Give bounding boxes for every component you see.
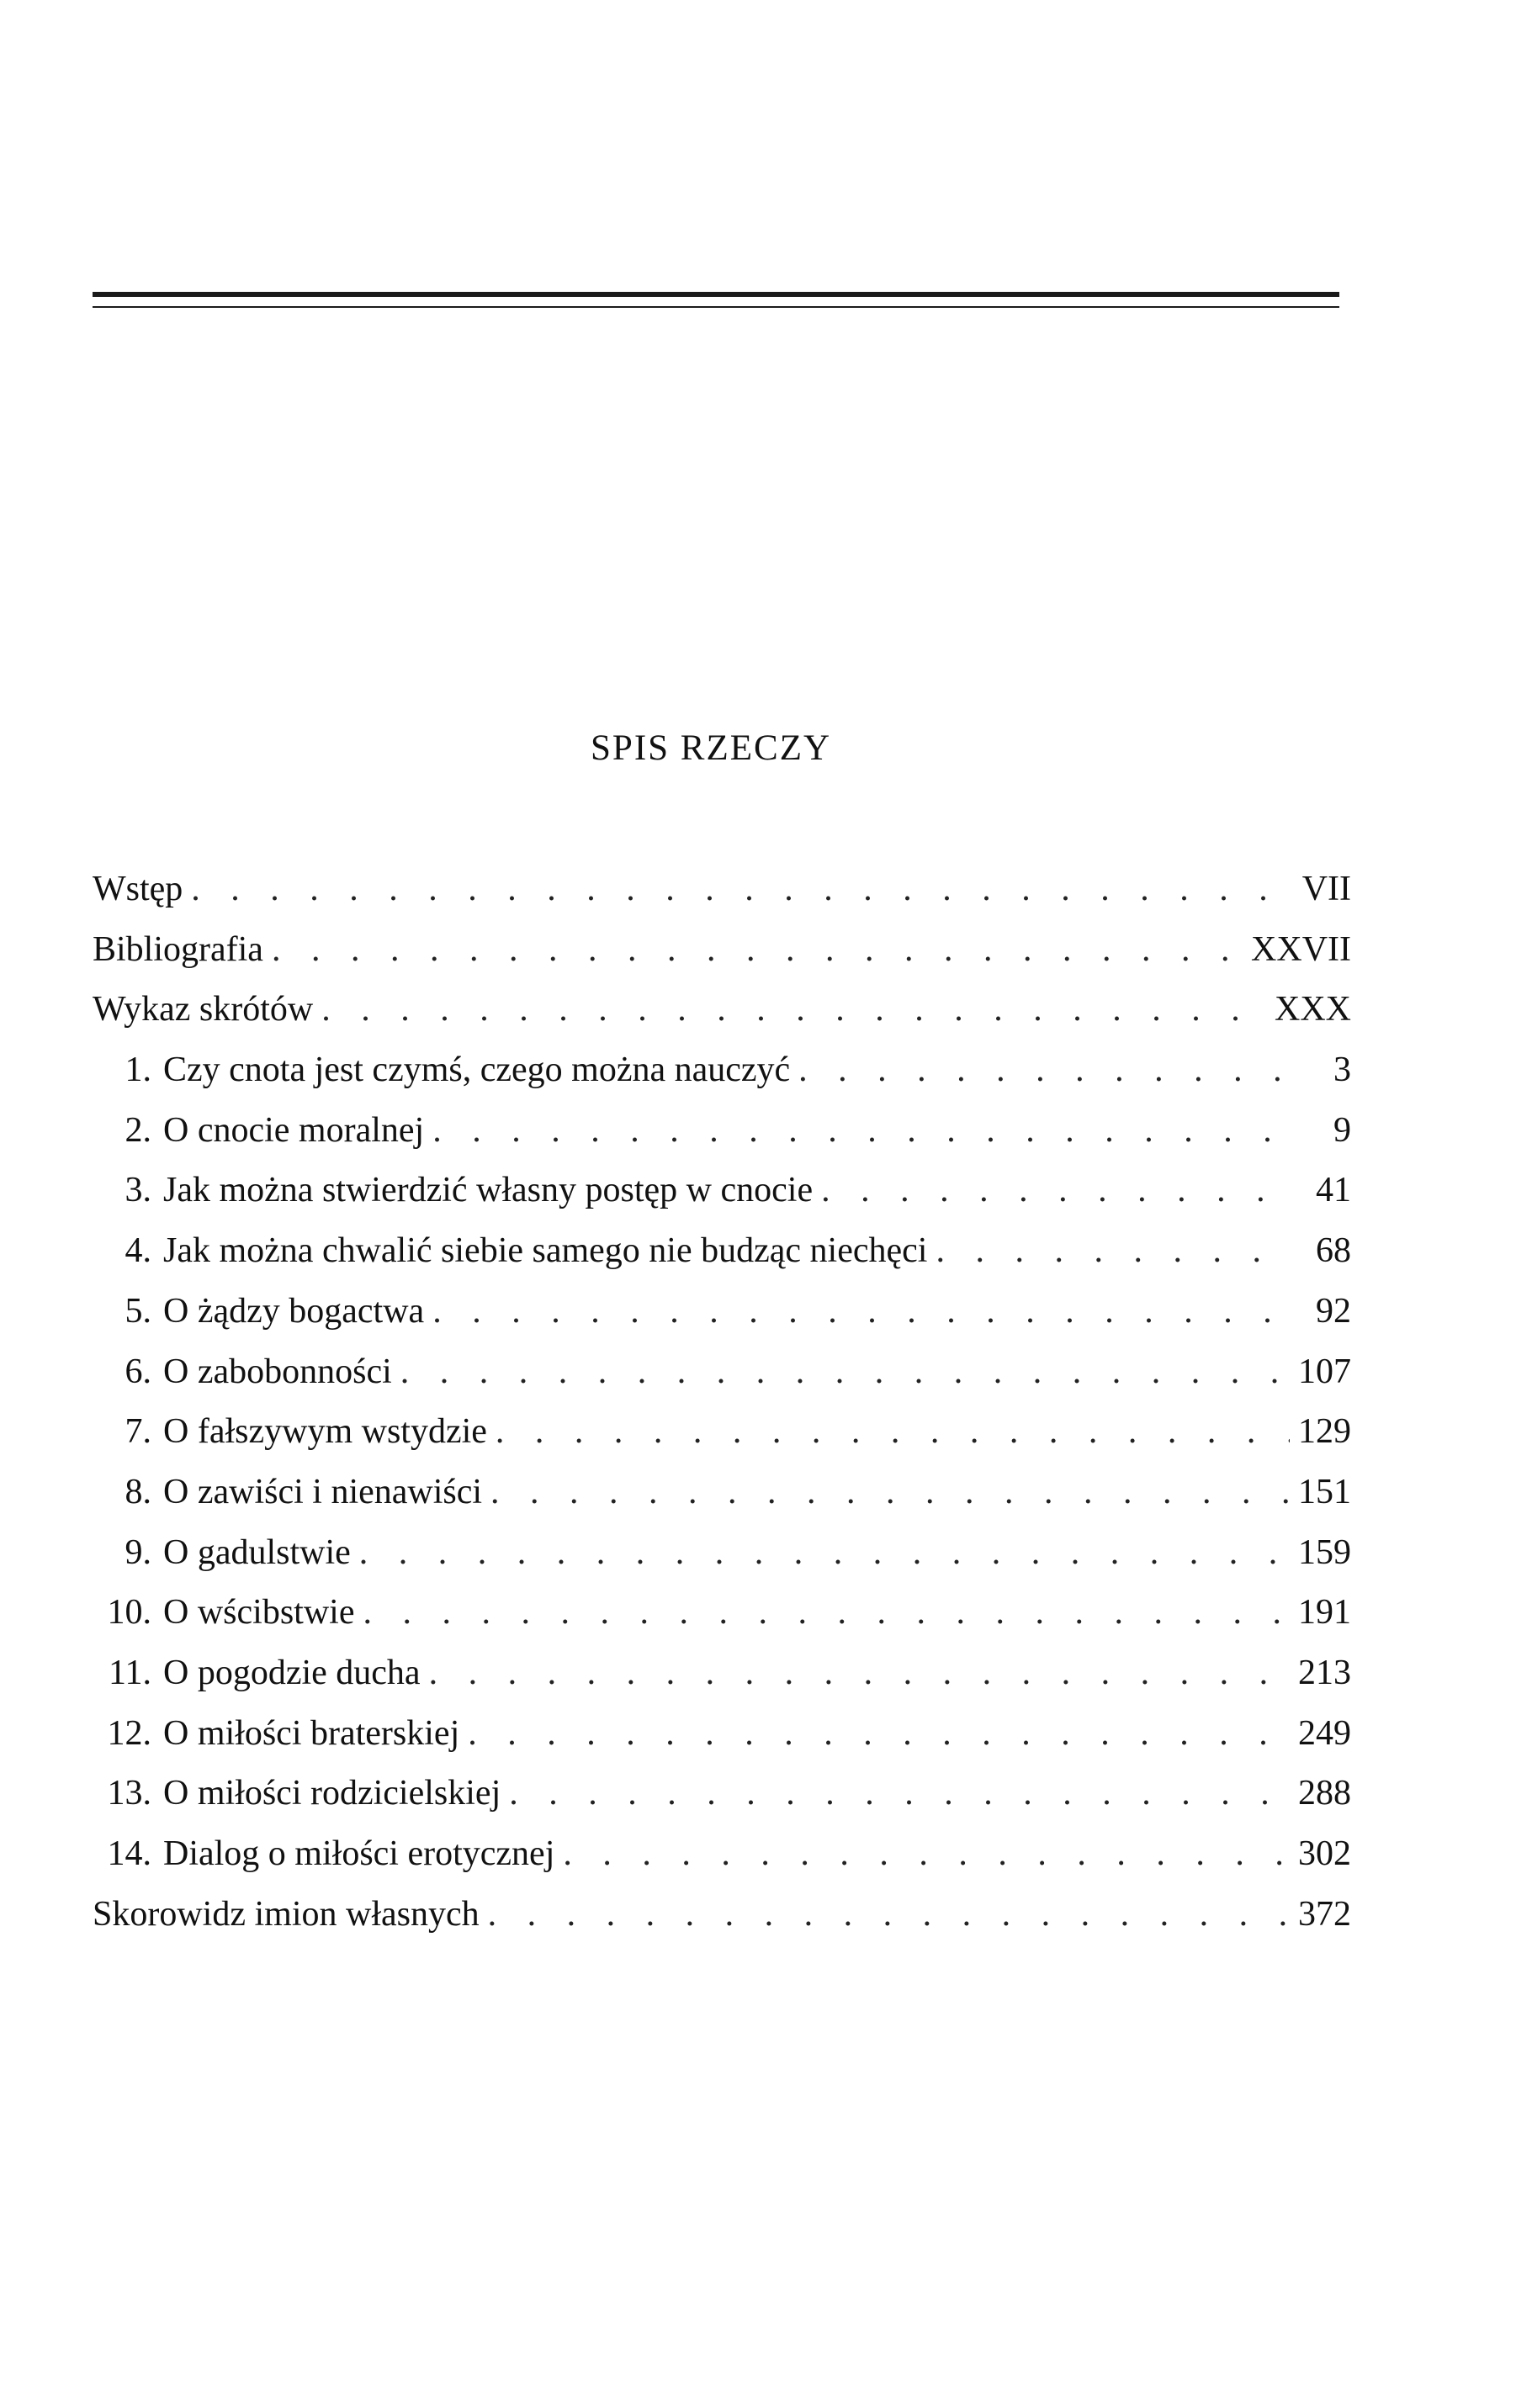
- toc-entry-number: 13.: [107, 1774, 151, 1813]
- toc-entry-number: 4.: [125, 1231, 151, 1271]
- dot-leader: [496, 1402, 1290, 1463]
- page-title: SPIS RZECZY: [590, 728, 832, 768]
- dot-leader: [798, 1040, 1292, 1101]
- top-rule-thin: [93, 306, 1339, 308]
- toc-entry-page: 107: [1298, 1352, 1351, 1391]
- toc-entry-label: O miłości rodzicielskiej: [163, 1774, 501, 1813]
- dot-leader: [468, 1704, 1290, 1765]
- toc-entry: [93, 1221, 1351, 1282]
- dot-leader: [563, 1824, 1290, 1885]
- dot-leader: [429, 1643, 1290, 1704]
- toc-entry-number: 9.: [125, 1532, 151, 1572]
- toc-entry-page: 9: [1333, 1110, 1351, 1150]
- toc-entry-page: 372: [1298, 1894, 1351, 1934]
- table-of-contents: [93, 860, 1351, 1945]
- toc-entry: [93, 1824, 1351, 1885]
- toc-entry-page: 302: [1298, 1834, 1351, 1873]
- toc-entry-number: 8.: [125, 1472, 151, 1511]
- toc-entry-label: O miłości braterskiej: [163, 1713, 460, 1753]
- toc-entry-number: 14.: [107, 1834, 151, 1873]
- toc-entry-page: 41: [1316, 1171, 1351, 1210]
- toc-entry-page: 68: [1316, 1231, 1351, 1271]
- toc-entry: [93, 1101, 1351, 1162]
- toc-entry: [93, 1885, 1351, 1945]
- toc-entry-number: 7.: [125, 1412, 151, 1452]
- top-rule-thick: [93, 292, 1339, 297]
- dot-leader: [821, 1161, 1292, 1221]
- toc-entry-number: 5.: [125, 1291, 151, 1331]
- toc-entry-page: 3: [1333, 1051, 1351, 1090]
- toc-entry: [93, 1040, 1351, 1101]
- toc-entry-page: 151: [1298, 1472, 1351, 1511]
- toc-entry-label: O pogodzie ducha: [163, 1653, 421, 1692]
- toc-entry-number: 10.: [107, 1593, 151, 1633]
- toc-entry-page: XXX: [1275, 990, 1351, 1029]
- toc-entry-number: 3.: [125, 1171, 151, 1210]
- toc-entry: [93, 1161, 1351, 1221]
- toc-entry: [93, 1402, 1351, 1463]
- toc-entry-number: 12.: [107, 1713, 151, 1753]
- dot-leader: [490, 1463, 1290, 1523]
- toc-entry: [93, 1463, 1351, 1523]
- toc-entry-label: Jak można stwierdzić własny postęp w cnocie: [163, 1171, 814, 1210]
- dot-leader: [363, 1583, 1290, 1643]
- toc-entry: [93, 860, 1351, 920]
- dot-leader: [400, 1342, 1290, 1403]
- toc-entry: [93, 1282, 1351, 1342]
- toc-entry: [93, 1764, 1351, 1824]
- toc-entry-number: 6.: [125, 1352, 151, 1391]
- toc-entry: [93, 1342, 1351, 1403]
- toc-entry-number: 2.: [125, 1110, 151, 1150]
- toc-entry: [93, 980, 1351, 1040]
- toc-entry-label: O zabobonności: [163, 1352, 392, 1391]
- toc-entry-label: Wykaz skrótów: [93, 990, 314, 1029]
- toc-entry-page: 213: [1298, 1653, 1351, 1692]
- toc-entry-page: 288: [1298, 1774, 1351, 1813]
- dot-leader: [432, 1101, 1292, 1162]
- toc-entry-page: 191: [1298, 1593, 1351, 1633]
- toc-entry-label: Jak można chwalić siebie samego nie budząc niechęci: [163, 1231, 928, 1271]
- toc-entry-page: 249: [1298, 1713, 1351, 1753]
- toc-entry-label: O gadulstwie: [163, 1532, 351, 1572]
- dot-leader: [509, 1764, 1290, 1824]
- toc-entry: [93, 920, 1351, 981]
- toc-entry-label: O żądzy bogactwa: [163, 1291, 425, 1331]
- toc-entry-number: 11.: [109, 1653, 151, 1692]
- toc-entry: [93, 1523, 1351, 1584]
- toc-entry-label: Wstęp: [93, 870, 183, 908]
- dot-leader: [191, 860, 1292, 920]
- toc-entry-label: Bibliografia: [93, 929, 263, 969]
- toc-entry-label: Dialog o miłości erotycznej: [163, 1834, 555, 1873]
- dot-leader: [936, 1221, 1292, 1282]
- dot-leader: [359, 1523, 1290, 1584]
- toc-entry-label: O cnocie moralnej: [163, 1110, 425, 1150]
- toc-entry-page: 129: [1298, 1412, 1351, 1452]
- toc-entry-label: O wścibstwie: [163, 1593, 355, 1633]
- toc-entry: [93, 1704, 1351, 1765]
- dot-leader: [432, 1282, 1292, 1342]
- toc-entry: [93, 1643, 1351, 1704]
- toc-entry: [93, 1583, 1351, 1643]
- dot-leader: [321, 980, 1266, 1040]
- toc-entry-label: Czy cnota jest czymś, czego można nauczyć: [163, 1051, 791, 1090]
- toc-entry-label: O zawiści i nienawiści: [163, 1472, 483, 1511]
- dot-leader: [488, 1885, 1290, 1945]
- toc-entry-number: 1.: [125, 1051, 151, 1090]
- toc-entry-page: VII: [1301, 870, 1351, 908]
- dot-leader: [272, 920, 1243, 981]
- toc-entry-page: XXVII: [1251, 929, 1351, 969]
- toc-entry-page: 92: [1316, 1291, 1351, 1331]
- toc-entry-page: 159: [1298, 1532, 1351, 1572]
- toc-entry-label: O fałszywym wstydzie: [163, 1412, 487, 1452]
- toc-entry-label: Skorowidz imion własnych: [93, 1894, 480, 1934]
